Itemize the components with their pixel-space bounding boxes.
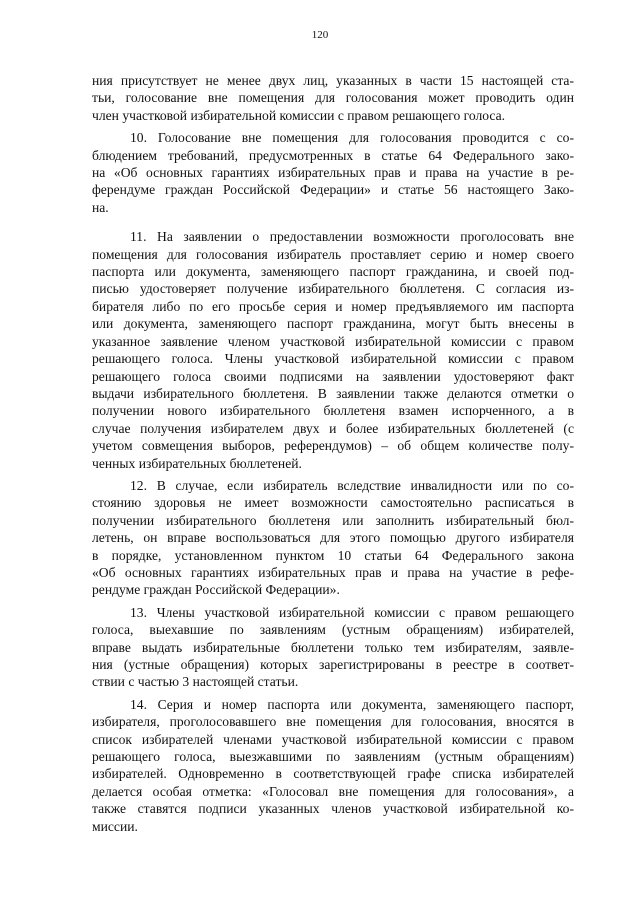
text-line: ствии с частью 3 настоящей статьи.	[92, 674, 299, 690]
text-line: писью удостоверяет получение избирательного бюллетеня. С согласия из-	[92, 281, 574, 297]
text-line: 10. Голосование вне помещения для голосования проводится с со-	[130, 130, 574, 146]
text-line: избирателя, проголосовавшего вне помещения для голосования, вносятся в	[92, 714, 574, 730]
text-line: ченных избирательных бюллетеней.	[92, 455, 302, 471]
text-line: на «Об основных гарантиях избирательных прав и права на участие в ре-	[92, 165, 574, 181]
text-line: получении нового избирательного бюллетеня взамен испорченного, а в	[92, 403, 574, 419]
text-line: «Об основных гарантиях избирательных прав и права на участие в рефе-	[92, 564, 574, 580]
text-line: получении избирательного бюллетеня или заполнить избирательный бюл-	[92, 512, 574, 528]
text-line: 14. Серия и номер паспорта или документа, заменяющего паспорт,	[130, 696, 574, 712]
text-line: также ставятся подписи указанных членов участковой избирательной ко-	[92, 801, 574, 817]
text-line: решающего голоса, выезжавшими по заявлениям (устным обращениям)	[92, 749, 574, 765]
text-line: решающего голоса своими подписями на заявлении удостоверяют факт	[92, 368, 574, 384]
paragraph-10	[92, 129, 574, 216]
text-line: летень, он вправе воспользоваться для этого помощью другого избирателя	[92, 530, 574, 546]
text-line: решающего голоса. Члены участковой избирательной комиссии с правом	[92, 351, 574, 367]
text-line: вправе выдать избирательные бюллетени только тем избирателям, заявле-	[92, 639, 574, 655]
text-line: голоса, выехавшие по заявлениям (устным обращениям) избирателей,	[92, 622, 574, 638]
text-line: случае получения избирателем двух и более избирательных бюллетеней (с	[92, 420, 574, 436]
text-line: избирателей. Одновременно в соответствующей графе списка избирателей	[92, 766, 574, 782]
text-line: в порядке, установленном пунктом 10 статьи 64 Федерального закона	[92, 547, 574, 563]
page-number: 120	[311, 29, 329, 41]
text-line: делается особая отметка: «Голосовал вне помещения для голосования», а	[92, 783, 574, 799]
paragraph-12	[92, 477, 574, 599]
paragraph-13	[92, 604, 574, 691]
text-line: паспорта или документа, заменяющего паспорт гражданина, и своей под-	[92, 264, 574, 280]
text-line: учетом совмещения выборов, референдумов) – об общем количестве полу-	[92, 438, 574, 454]
text-line: указанное заявление членом участковой избирательной комиссии с правом	[92, 333, 574, 349]
text-line: 13. Члены участковой избирательной комиссии с правом решающего	[130, 604, 574, 620]
text-line: ферендуме граждан Российской Федерации» и статье 56 настоящего Зако-	[92, 182, 574, 198]
text-line: список избирателей членами участковой избирательной комиссии с правом	[92, 731, 574, 747]
text-line: или документа, заменяющего паспорт гражданина, могут быть внесены в	[92, 316, 574, 332]
paragraph-11	[92, 228, 574, 472]
text-line: 12. В случае, если избиратель вследствие инвалидности или по со-	[130, 477, 574, 493]
text-line: выдачи избирательного бюллетеня. В заявлении также делаются отметки о	[92, 385, 574, 401]
text-line: рендуме граждан Российской Федерации».	[92, 582, 340, 598]
text-line: блюдением требований, предусмотренных в статье 64 Федерального зако-	[92, 147, 574, 163]
text-line: на.	[92, 199, 109, 215]
text-line: ния (устные обращения) которых зарегистрированы в реестре в соответ-	[92, 657, 574, 672]
text-line: бирателя либо по его просьбе серия и номер предъявляемого им паспорта	[92, 298, 574, 314]
text-line: член участковой избирательной комиссии с правом решающего голоса.	[92, 107, 506, 123]
text-line: помещения для голосования избиратель проставляет серию и номер своего	[92, 246, 574, 262]
body-text	[92, 72, 574, 835]
text-line: миссии.	[92, 818, 138, 834]
text-line: стоянию здоровья не имеет возможности самостоятельно расписаться в	[92, 495, 574, 511]
text-line: ния присутствует не менее двух лиц, указанных в части 15 настоящей ста-	[92, 73, 574, 88]
text-line: 11. На заявлении о предоставлении возможности проголосовать вне	[130, 229, 574, 245]
paragraph-continuation	[92, 72, 574, 124]
paragraph-14	[92, 696, 574, 835]
text-line: тьи, голосование вне помещения для голосования может проводить один	[92, 90, 574, 106]
